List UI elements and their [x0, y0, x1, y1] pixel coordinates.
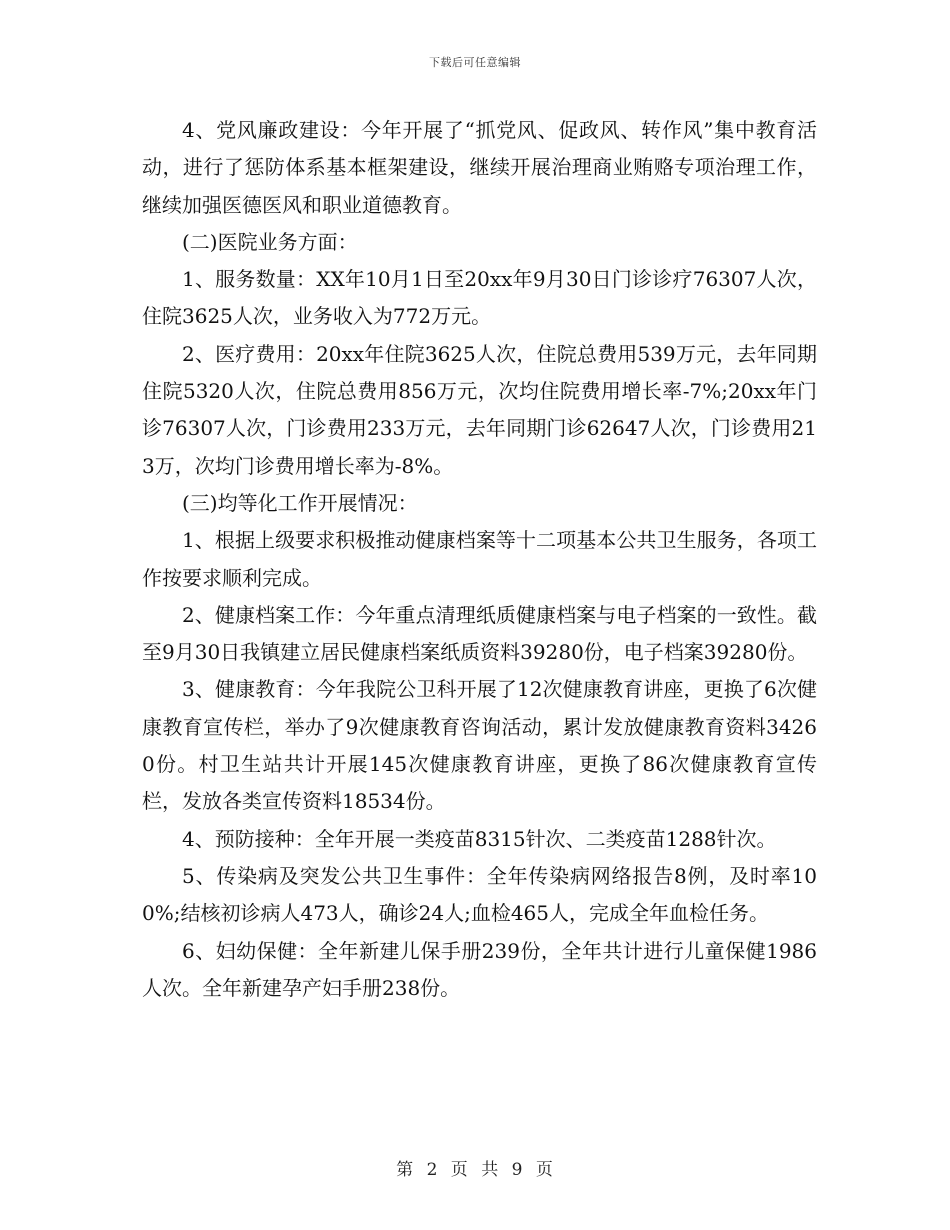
- document-body: [142, 112, 817, 1007]
- paragraph-public-health-services: 1、根据上级要求积极推动健康档案等十二项基本公共卫生服务，各项工作按要求顺利完成。: [142, 528, 817, 590]
- paragraph-maternal-child-health: 6、妇幼保健：全年新建儿保手册239份，全年共计进行儿童保健1986人次。全年新建孕产妇手册238份。: [142, 938, 817, 1000]
- paragraph-vaccination: 4、预防接种：全年开展一类疫苗8315针次、二类疫苗1288针次。: [182, 826, 777, 851]
- section-heading-hospital-business: (二)医院业务方面：: [182, 229, 358, 254]
- paragraph-medical-costs: 2、医疗费用：20xx年住院3625人次，住院总费用539万元，去年同期住院5320人次，住院总费用856万元，次均住院费用增长率-7%;20xx年门诊76307人次，门诊费用233万元，去年同期门诊62647人次，门诊费用213万，次均门诊费用增长率为-8%。: [142, 341, 817, 478]
- header-note: 下载后可任意编辑: [429, 56, 521, 69]
- section-heading-equalization: (三)均等化工作开展情况：: [182, 490, 418, 515]
- page-number-footer: 第 2 页 共 9 页: [396, 1160, 554, 1180]
- paragraph-infectious-disease: 5、传染病及突发公共卫生事件：全年传染病网络报告8例，及时率100%;结核初诊病人473人，确诊24人;血检465人，完成全年血检任务。: [142, 863, 817, 926]
- paragraph-health-records: 2、健康档案工作：今年重点清理纸质健康档案与电子档案的一致性。截至9月30日我镇建立居民健康档案纸质资料39280份，电子档案39280份。: [142, 602, 817, 665]
- paragraph-party-conduct: 4、党风廉政建设：今年开展了“抓党风、促政风、转作风”集中教育活动，进行了惩防体系基本框架建设，继续开展治理商业贿赂专项治理工作，继续加强医德医风和职业道德教育。: [142, 118, 817, 217]
- paragraph-health-education: 3、健康教育：今年我院公卫科开展了12次健康教育讲座，更换了6次健康教育宣传栏，举办了9次健康教育咨询活动，累计发放健康教育资料34260份。村卫生站共计开展145次健康教育讲座，更换了86次健康教育宣传栏，发放各类宣传资料18534份。: [142, 677, 817, 814]
- paragraph-service-quantity: 1、服务数量：XX年10月1日至20xx年9月30日门诊诊疗76307人次，住院3625人次，业务收入为772万元。: [142, 267, 817, 329]
